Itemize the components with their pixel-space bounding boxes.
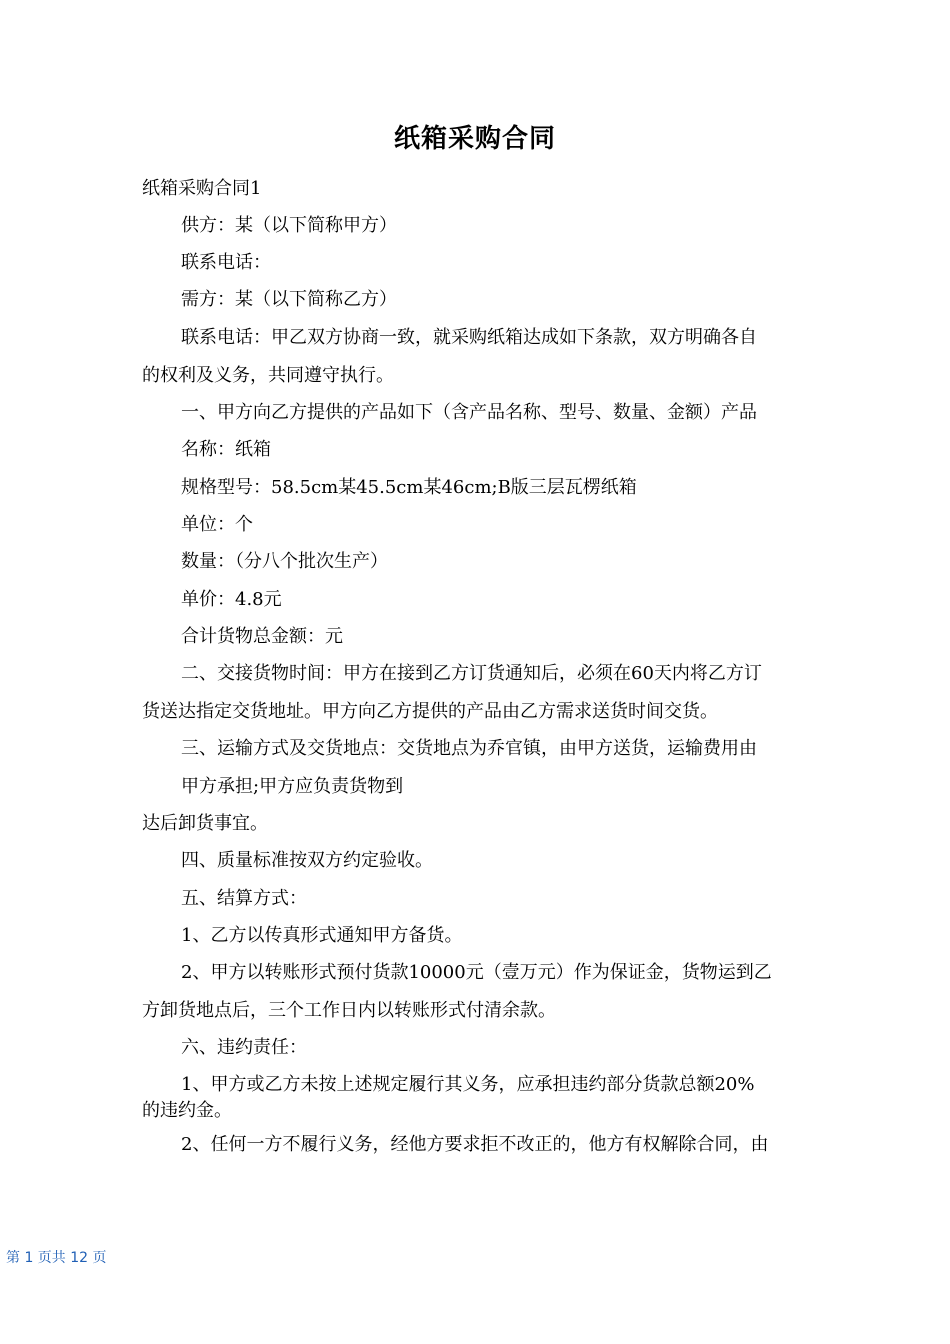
buyer-phone-line: 联系电话：甲乙双方协商一致，就采购纸箱达成如下条款，双方明确各自 (181, 327, 757, 348)
document-title: 纸箱采购合同 (393, 124, 556, 154)
clause-6-2-line: 2、任何一方不履行义务，经他方要求拒不改正的，他方有权解除合同，由 (181, 1134, 769, 1155)
paragraph-line: 货送达指定交货地址。甲方向乙方提供的产品由乙方需求送货时间交货。 (142, 701, 718, 722)
total-amount-line: 合计货物总金额：元 (181, 626, 343, 647)
page-indicator: 第 1 页共 12 页 (6, 1250, 107, 1266)
section-2-line: 二、交接货物时间：甲方在接到乙方订货通知后，必须在60天内将乙方订 (181, 663, 762, 684)
section-5-heading: 五、结算方式： (181, 888, 307, 909)
clause-5-2-line: 2、甲方以转账形式预付货款10000元（壹万元）作为保证金，货物运到乙 (181, 962, 772, 983)
unit-price-line: 单价：4.8元 (181, 589, 282, 610)
section-4-line: 四、质量标准按双方约定验收。 (181, 850, 433, 871)
paragraph-line: 方卸货地点后，三个工作日内以转账形式付清余款。 (142, 1000, 556, 1021)
section-1-heading: 一、甲方向乙方提供的产品如下（含产品名称、型号、数量、金额）产品 (181, 402, 757, 423)
buyer-line: 需方：某（以下简称乙方） (181, 289, 397, 310)
contract-heading: 纸箱采购合同1 (142, 178, 262, 199)
supplier-phone-line: 联系电话： (181, 252, 271, 273)
paragraph-line: 达后卸货事宜。 (142, 813, 268, 834)
paragraph-line: 的违约金。 (142, 1100, 232, 1121)
spec-line: 规格型号：58.5cm某45.5cm某46cm;B版三层瓦楞纸箱 (181, 477, 637, 498)
quantity-line: 数量：（分八个批次生产） (181, 551, 388, 572)
section-3-line: 三、运输方式及交货地点：交货地点为乔官镇，由甲方送货，运输费用由 (181, 738, 757, 759)
paragraph-line: 甲方承担;甲方应负责货物到 (181, 776, 404, 797)
clause-6-1-line: 1、甲方或乙方未按上述规定履行其义务，应承担违约部分货款总额20% (181, 1074, 755, 1095)
product-name-line: 名称：纸箱 (181, 439, 271, 460)
supplier-line: 供方：某（以下简称甲方） (181, 215, 397, 236)
clause-5-1-line: 1、乙方以传真形式通知甲方备货。 (181, 925, 463, 946)
paragraph-line: 的权利及义务，共同遵守执行。 (142, 365, 394, 386)
unit-line: 单位：个 (181, 514, 253, 535)
section-6-heading: 六、违约责任： (181, 1037, 307, 1058)
